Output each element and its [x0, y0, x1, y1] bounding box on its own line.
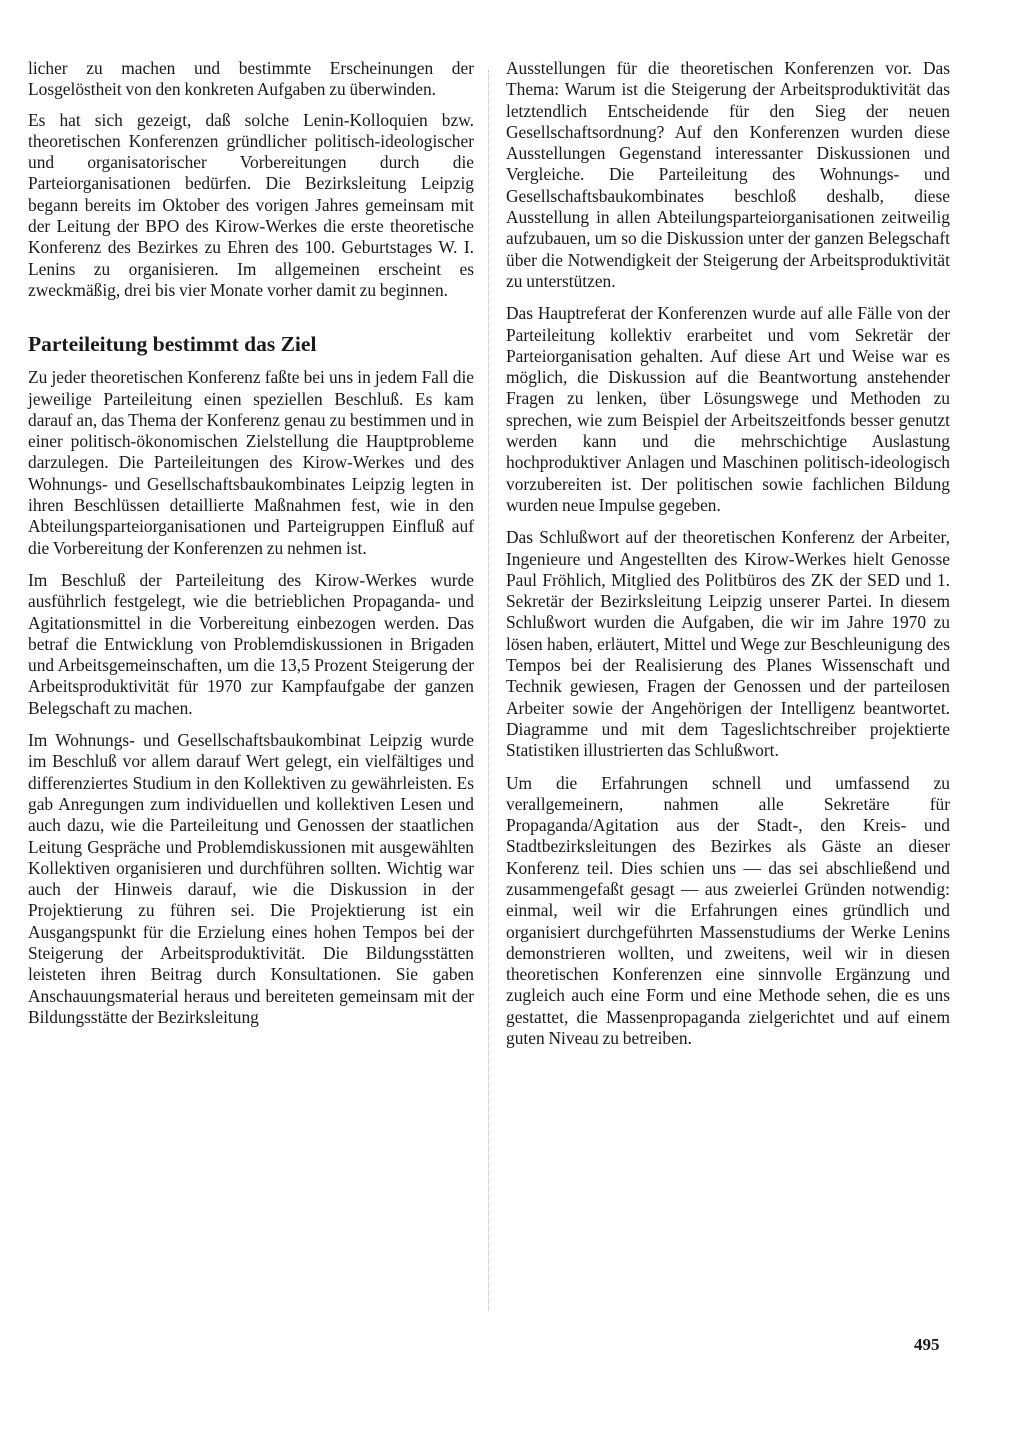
- paragraph: Das Hauptreferat der Konferenzen wurde auf alle Fälle von der Parteileitung kollektiv erarbeitet und vom Sekretär der Parteiorganisation gehalten. Auf diese Art und Weise war es möglich, die Diskussion auf die Beantwortung anstehender Fragen zu lenken, über Lösungswege und Methoden zu sprechen, wie zum Beispiel der Arbeitszeitfonds besser genutzt werden kann und die mehrschichtige Auslastung hochproduktiver Anlagen und Maschinen politisch-ideologisch vorzubereiten ist. Der politischen sowie fachlichen Bildung wurden neue Impulse gegeben.: [506, 303, 950, 515]
- paragraph: licher zu machen und bestimmte Erscheinungen der Losgelöstheit von den konkreten Aufgaben zu überwinden.: [28, 58, 474, 100]
- paragraph: Im Wohnungs- und Gesellschaftsbaukombinat Leipzig wurde im Beschluß vor allem darauf Wert gelegt, ein vielfältiges und differenziertes Studium in den Kollektiven zu gewährleisten. Es gab Anregungen zum individuellen und kollektiven Lesen und auch dazu, wie die Parteileitung und Genossen der staatlichen Leitung Gespräche und Problemdiskussionen mit ausgewählten Kollektiven organisieren und durchführen sollten. Wichtig war auch der Hinweis darauf, wie die Diskussion in der Projektierung zu führen sei. Die Projektierung ist ein Ausgangspunkt für die Erzielung eines hohen Tempos bei der Steigerung der Arbeitsproduktivität. Die Bildungsstätten leisteten ihren Beitrag durch Konsultationen. Sie gaben Anschauungsmaterial heraus und bereiteten gemeinsam mit der Bildungsstätte der Bezirksleitung: [28, 730, 474, 1027]
- paragraph: Im Beschluß der Parteileitung des Kirow-Werkes wurde ausführlich festgelegt, wie die betrieblichen Propaganda- und Agitationsmittel in die Vorbereitung einbezogen werden. Das betraf die Entwicklung von Problemdiskussionen in Brigaden und Arbeitsgemeinschaften, um die 13,5 Prozent Steigerung der Arbeitsproduktivität für 1970 zur Kampfaufgabe der ganzen Belegschaft zu machen.: [28, 569, 474, 718]
- paragraph: Zu jeder theoretischen Konferenz faßte bei uns in jedem Fall die jeweilige Parteileitung einen speziellen Beschluß. Es kam darauf an, das Thema der Konferenz genau zu bestimmen und in einer politisch-ökonomischen Zielstellung die Hauptprobleme darzulegen. Die Parteileitungen des Kirow-Werkes und des Wohnungs- und Gesellschaftsbaukombinates Leipzig legten in ihren Beschlüssen detaillierte Maßnahmen fest, wie in den Abteilungsparteiorganisationen und Parteigruppen Einfluß auf die Vorbereitung der Konferenzen zu nehmen ist.: [28, 367, 474, 558]
- left-column: [28, 58, 474, 1039]
- paragraph: Das Schlußwort auf der theoretischen Konferenz der Arbeiter, Ingenieure und Angestellten des Kirow-Werkes hielt Genosse Paul Fröhlich, Mitglied des Politbüros des ZK der SED und 1. Sekretär der Bezirksleitung Leipzig unserer Partei. In diesem Schlußwort wurden die Aufgaben, die wir im Jahre 1970 zu lösen haben, erläutert, Mittel und Wege zur Beschleunigung des Tempos bei der Realisierung des Planes Wissenschaft und Technik gewiesen, Fragen der Genossen und der parteilosen Arbeiter sowie der Angehörigen der Intelligenz beantwortet. Diagramme und mit dem Tageslichtschreiber projektierte Statistiken illustrierten das Schlußwort.: [506, 527, 950, 761]
- paragraph: Um die Erfahrungen schnell und umfassend zu verallgemeinern, nahmen alle Sekretäre für Propaganda/Agitation aus der Stadt-, den Kreis- und Stadtbezirksleitungen des Bezirkes als Gäste an dieser Konferenz teil. Dies schien uns — das sei abschließend und zusammengefaßt gesagt — aus zweierlei Gründen notwendig: einmal, weil wir die Erfahrungen eines gründlich und organisiert durchgeführten Massenstudiums der Werke Lenins demonstrieren wollten, und zweitens, weil wir in diesen theoretischen Konferenzen eine sinnvolle Ergänzung und zugleich auch eine Form und eine Methode sehen, die es uns gestattet, die Massenpropaganda zielgerichtet und auf einem guten Niveau zu betreiben.: [506, 772, 950, 1049]
- column-divider: [488, 70, 489, 1310]
- right-column: [506, 58, 950, 1060]
- page-number: 495: [914, 1335, 940, 1354]
- paragraph: Es hat sich gezeigt, daß solche Lenin-Kolloquien bzw. theoretischen Konferenzen gründlicher politisch-ideologischer und organisatorischer Vorbereitungen durch die Parteiorganisationen bedürfen. Die Bezirksleitung Leipzig begann bereits im Oktober des vorigen Jahres gemeinsam mit der Leitung der BPO des Kirow-Werkes die erste theoretische Konferenz des Bezirkes zu Ehren des 100. Geburtstages W. I. Lenins zu organisieren. Im allgemeinen erscheint es zweckmäßig, drei bis vier Monate vorher damit zu beginnen.: [28, 109, 474, 300]
- paragraph: Ausstellungen für die theoretischen Konferenzen vor. Das Thema: Warum ist die Steigerung der Arbeitsproduktivität das letztendlich Entscheidende für den Sieg der neuen Gesellschaftsordnung? Auf den Konferenzen wurden diese Ausstellungen Gegenstand interessanter Diskussionen und Vergleiche. Die Parteileitung des Wohnungs- und Gesellschaftsbaukombinates beschloß deshalb, diese Ausstellung in allen Abteilungsparteiorganisationen zeitweilig aufzubauen, um so die Diskussion unter der ganzen Belegschaft über die Notwendigkeit der Steigerung der Arbeitsproduktivität zu unterstützen.: [506, 58, 950, 291]
- section-heading: Parteileitung bestimmt das Ziel: [28, 332, 317, 357]
